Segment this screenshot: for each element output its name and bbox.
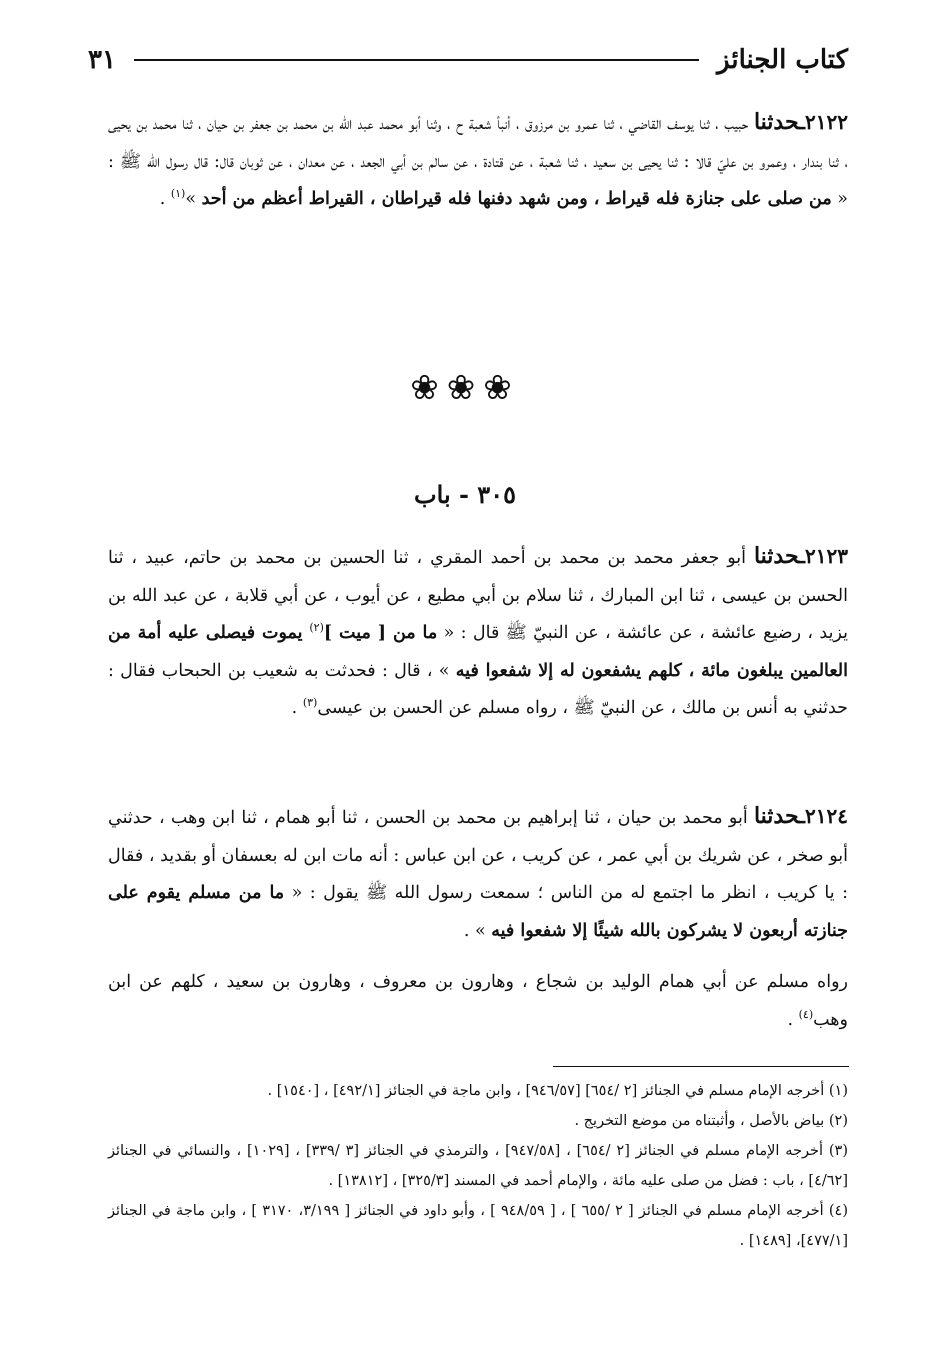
matn-text-2: يموت فيصلى عليه أمة من العالمين يبلغون مائة ، كلهم يشفعون له إلا شفعوا فيه (108, 623, 848, 681)
tail-punct: . (159, 189, 171, 209)
hadith-2124-riwaya (108, 964, 848, 1039)
header-rule (134, 59, 699, 61)
quote-close: » (185, 189, 202, 209)
matn-text-1: ما من [ ميت ] (323, 623, 438, 643)
hadith-number: ٢١٢٤ـ (799, 804, 848, 828)
haddathana-keyword: حدثنا (753, 803, 800, 829)
hadith-2124 (108, 798, 848, 1039)
footnote-ref: (١) (170, 187, 186, 201)
haddathana-keyword: حدثنا (753, 543, 800, 569)
page-header (88, 40, 848, 80)
quote-close: » . (463, 920, 492, 941)
hadith-2122-paragraph (108, 104, 848, 219)
isnad-text: حبيب ، ثنا يوسف القاضي ، ثنا عمرو بن مرزوق ، أنبأ شعبة ح ، وثنا أبو محمد عبد الله بن محمد بن جعفر بن حيان ، ثنا محمد بن يحيى ، ثنا بندار ، وعمرو بن عليّ قالا : ثنا يحيى بن سعيد ، ثنا شعبة ، عن قتادة ، عن سالم بن أبي الجعد ، عن معدان ، عن ثوبان قال: قال رسول الله ﷺ : « (108, 114, 848, 209)
narration-text: » ، قال : فحدثت به شعيب بن الحبحاب فقال : حدثني به أنس بن مالك ، عن النبيّ ﷺ ، رواه مسلم عن الحسن بن عيسى (108, 660, 848, 718)
section-divider-ornament: ❀❀❀ (410, 368, 520, 408)
hadith-number: ٢١٢٢ـ (799, 110, 848, 134)
isnad-text: أبو جعفر محمد بن محمد بن أحمد المقري ، ثنا الحسين بن محمد بن حاتم، عبيد ، ثنا الحسن بن عيسى ، ثنا ابن المبارك ، ثنا سلام بن أبي مطيع ، عن أيوب ، عن أبي قلابة ، عن عبد الله بن يزيد ، رضيع عائشة ، عن عائشة ، عن النبيّ ﷺ قال : « (108, 548, 848, 643)
footnote-ref-4: (٤) (798, 1007, 814, 1021)
footnotes (108, 1076, 848, 1256)
footnote-1: (١) أخرجه الإمام مسلم في الجنائز [٢ /٦٥٤] [٩٤٦/٥٧] ، وابن ماجة في الجنائز [٤٩٢/١] ، [١٥٤٠] . (267, 1083, 848, 1099)
riwaya-text: رواه مسلم عن أبي همام الوليد بن شجاع ، وهارون بن معروف ، وهارون بن سعيد ، كلهم عن ابن وهب (108, 972, 848, 1030)
hadith-number: ٢١٢٣ـ (799, 544, 848, 568)
page-number: ٣١ (88, 45, 116, 75)
footnote-2: (٢) بياض بالأصل ، وأثبتناه من موضع التخريج . (574, 1113, 848, 1129)
hadith-2124-paragraph (108, 798, 848, 950)
haddathana-keyword: حدثنا (753, 109, 800, 135)
isnad-text: أبو محمد بن حيان ، ثنا إبراهيم بن محمد بن الحسن ، ثنا أبو همام ، ثنا ابن وهب ، حدثني أبو صخر ، عن شريك بن أبي عمر ، عن كريب ، عن ابن عباس : أنه مات ابن له بعسفان أو بقديد ، فقال : يا كريب ، انظر ما اجتمع له من الناس ؛ سمعت رسول الله ﷺ يقول : « (108, 808, 848, 903)
matn-text: من صلى على جنازة فله قيراط ، ومن شهد دفنها فله قيراطان ، القيراط أعظم من أحد (201, 189, 832, 209)
footnote-ref-2: (٢) (309, 621, 324, 635)
hadith-2123-paragraph (108, 538, 848, 728)
footnote-ref-3: (٣) (302, 696, 318, 710)
footnote-3: (٣) أخرجه الإمام مسلم في الجنائز [٢ /٦٥٤] ، [٩٤٧/٥٨] ، والترمذي في الجنائز [٣ /٣٣٩] ، [١٠٢٩] ، والنسائي في الجنائز [٤/٦٢] ، باب : فضل من صلى عليه مائة ، والإمام أحمد في المسند [٣٢٥/٣] ، [١٣٨١٢] . (108, 1143, 848, 1189)
chapter-heading: ٣٠٥ - باب (414, 480, 516, 509)
tail-punct: . (291, 698, 303, 718)
book-title: كتاب الجنائز (717, 45, 848, 75)
hadith-2122 (108, 104, 848, 219)
footnote-4: (٤) أخرجه الإمام مسلم في الجنائز [ ٢ /٦٥٥ ] ، [ ٩٤٨/٥٩ ] ، وأبو داود في الجنائز [ ٣/١٩٩، ٣١٧٠ ] ، وابن ماجة في الجنائز [٤٧٧/١]، [١٤٨٩] . (108, 1203, 849, 1249)
tail-punct: . (787, 1009, 799, 1030)
hadith-2123 (108, 538, 848, 728)
footnote-separator (553, 1066, 849, 1067)
matn-text: ما من مسلم يقوم على جنازته أربعون لا يشركون بالله شيئًا إلا شفعوا فيه (108, 883, 848, 941)
